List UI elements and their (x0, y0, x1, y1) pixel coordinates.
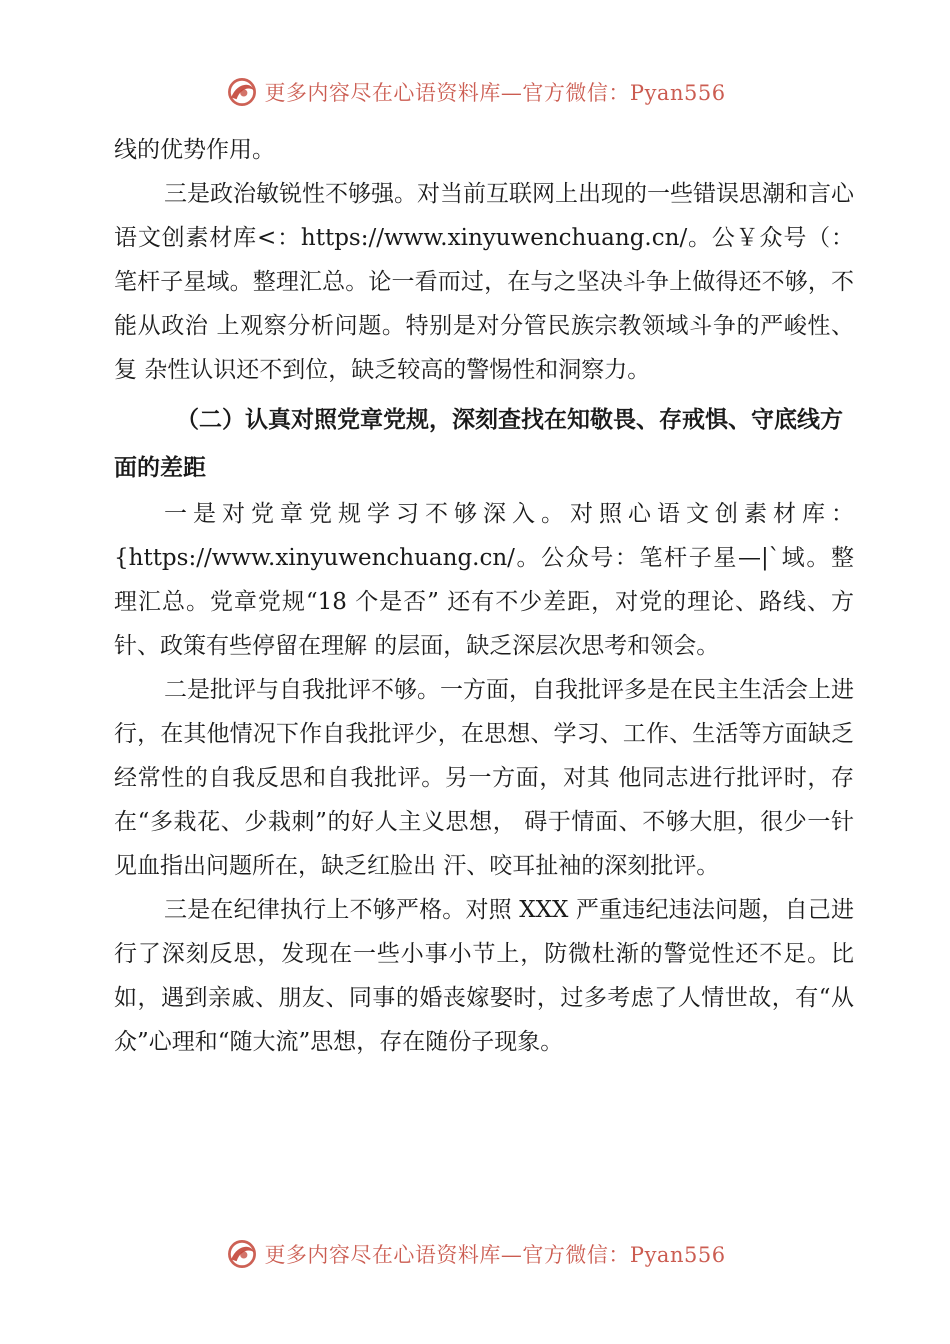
watermark-text: 更多内容尽在心语资料库—官方微信：Pyan556 (264, 81, 726, 105)
paragraph-criticism: 二是批评与自我批评不够。一方面，自我批评多是在民主生活会上进行，在其他情况下作自我批评少，在思想、学习、工作、生活等方面缺乏经常性的自我反思和自我批评。另一方面，对其 他同志进行批评时，存在“多栽花、少栽刺”的好人主义思想， 碍于情面、不够大胆，很少一针见血指出问题所在，缺乏红脸出 汗、咬耳扯袖的深刻批评。 (114, 677, 854, 879)
watermark-text: 更多内容尽在心语资料库—官方微信：Pyan556 (264, 1243, 726, 1267)
section-heading-2: （二）认真对照党章党规，深刻查找在知敬畏、存戒惧、守底线方面的差距 (114, 407, 843, 481)
red-swirl-logo-icon (224, 74, 260, 110)
paragraph-party-rules-study: 一是对党章党规学习不够深入。对照心语文创素材库：{https://www.xinyuwenchuang.cn/。公众号：笔杆子星—|`域。整理汇总。党章党规“18 个是否” 还有不少差距，对党的理论、路线、方针、政策有些停留在理解 的层面，缺乏深层次思考和领会。 (114, 501, 854, 659)
document-body (114, 128, 854, 1064)
red-swirl-logo-icon (224, 1236, 260, 1272)
footer-watermark-banner (0, 1232, 950, 1276)
paragraph-continuation: 线的优势作用。 (114, 137, 275, 163)
paragraph-political-sensitivity: 三是政治敏锐性不够强。对当前互联网上出现的一些错误思潮和言心语文创素材库<：https://www.xinyuwenchuang.cn/。公￥众号（：笔杆子星域。整理汇总。论一看而过，在与之坚决斗争上做得还不够，不能从政治 上观察分析问题。特别是对分管民族宗教领域斗争的严峻性、复 杂性认识还不到位，缺乏较高的警惕性和洞察力。 (114, 181, 854, 383)
header-watermark-banner (0, 70, 950, 114)
paragraph-discipline: 三是在纪律执行上不够严格。对照 XXX 严重违纪违法问题，自己进行了深刻反思，发现在一些小事小节上，防微杜渐的警觉性还不足。比如，遇到亲戚、朋友、同事的婚丧嫁娶时，过多考虑了人情世故，有“从众”心理和“随大流”思想，存在随份子现象。 (114, 897, 854, 1055)
